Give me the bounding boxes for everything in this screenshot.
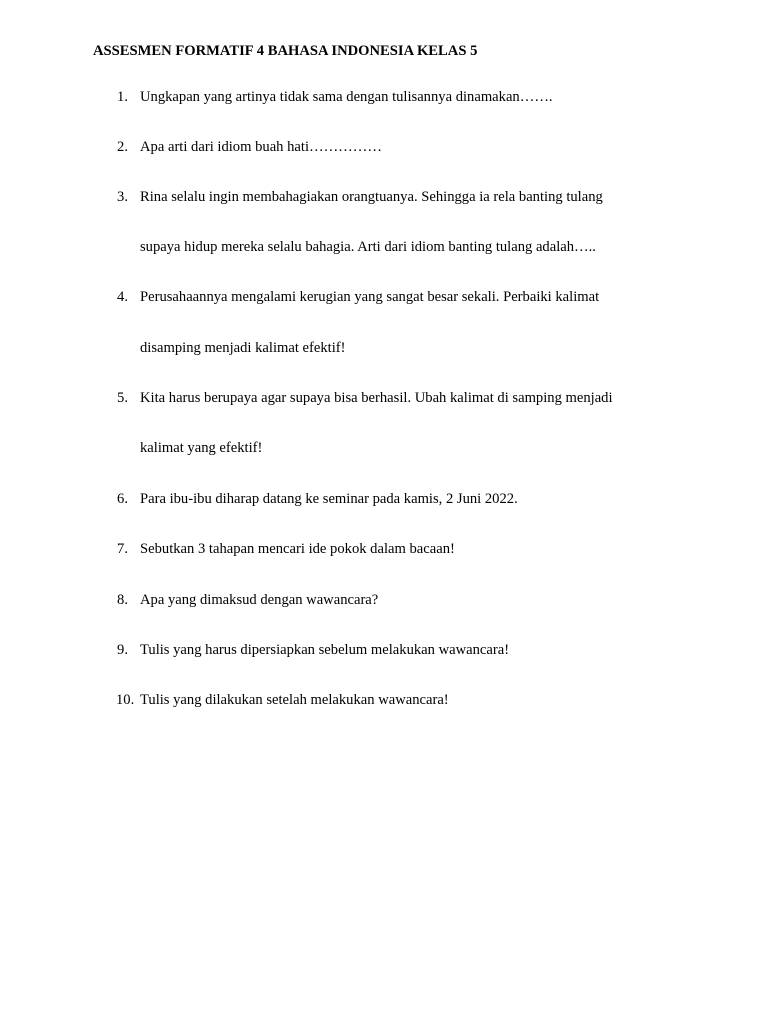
question-text: Ungkapan yang artinya tidak sama dengan tulisannya dinamakan……. bbox=[140, 89, 553, 105]
question-text: Perusahaannya mengalami kerugian yang sangat besar sekali. Perbaiki kalimat bbox=[140, 289, 600, 305]
question-text: Para ibu-ibu diharap datang ke seminar pada kamis, 2 Juni 2022. bbox=[140, 491, 518, 507]
question-number: 2. bbox=[117, 139, 128, 155]
question-number: 6. bbox=[117, 491, 128, 507]
question-number: 9. bbox=[117, 642, 128, 658]
question-text-continued: supaya hidup mereka selalu bahagia. Arti dari idiom banting tulang adalah….. bbox=[140, 239, 596, 255]
question-number: 1. bbox=[117, 89, 128, 105]
question-number: 8. bbox=[117, 592, 128, 608]
question-text: Rina selalu ingin membahagiakan orangtuanya. Sehingga ia rela banting tulang bbox=[140, 189, 603, 205]
question-text: Apa arti dari idiom buah hati…………… bbox=[140, 139, 382, 155]
question-number: 4. bbox=[117, 289, 128, 305]
page-title: ASSESMEN FORMATIF 4 BAHASA INDONESIA KELAS 5 bbox=[93, 43, 478, 59]
question-text: Sebutkan 3 tahapan mencari ide pokok dalam bacaan! bbox=[140, 541, 455, 557]
question-number: 3. bbox=[117, 189, 128, 205]
question-number: 7. bbox=[117, 541, 128, 557]
question-text: Kita harus berupaya agar supaya bisa berhasil. Ubah kalimat di samping menjadi bbox=[140, 390, 613, 406]
question-text: Apa yang dimaksud dengan wawancara? bbox=[140, 592, 379, 608]
question-text: Tulis yang dilakukan setelah melakukan wawancara! bbox=[140, 692, 449, 708]
question-text-continued: kalimat yang efektif! bbox=[140, 440, 263, 456]
question-number: 5. bbox=[117, 390, 128, 406]
question-text: Tulis yang harus dipersiapkan sebelum melakukan wawancara! bbox=[140, 642, 510, 658]
question-number: 10. bbox=[116, 692, 135, 708]
question-text-continued: disamping menjadi kalimat efektif! bbox=[140, 340, 346, 356]
